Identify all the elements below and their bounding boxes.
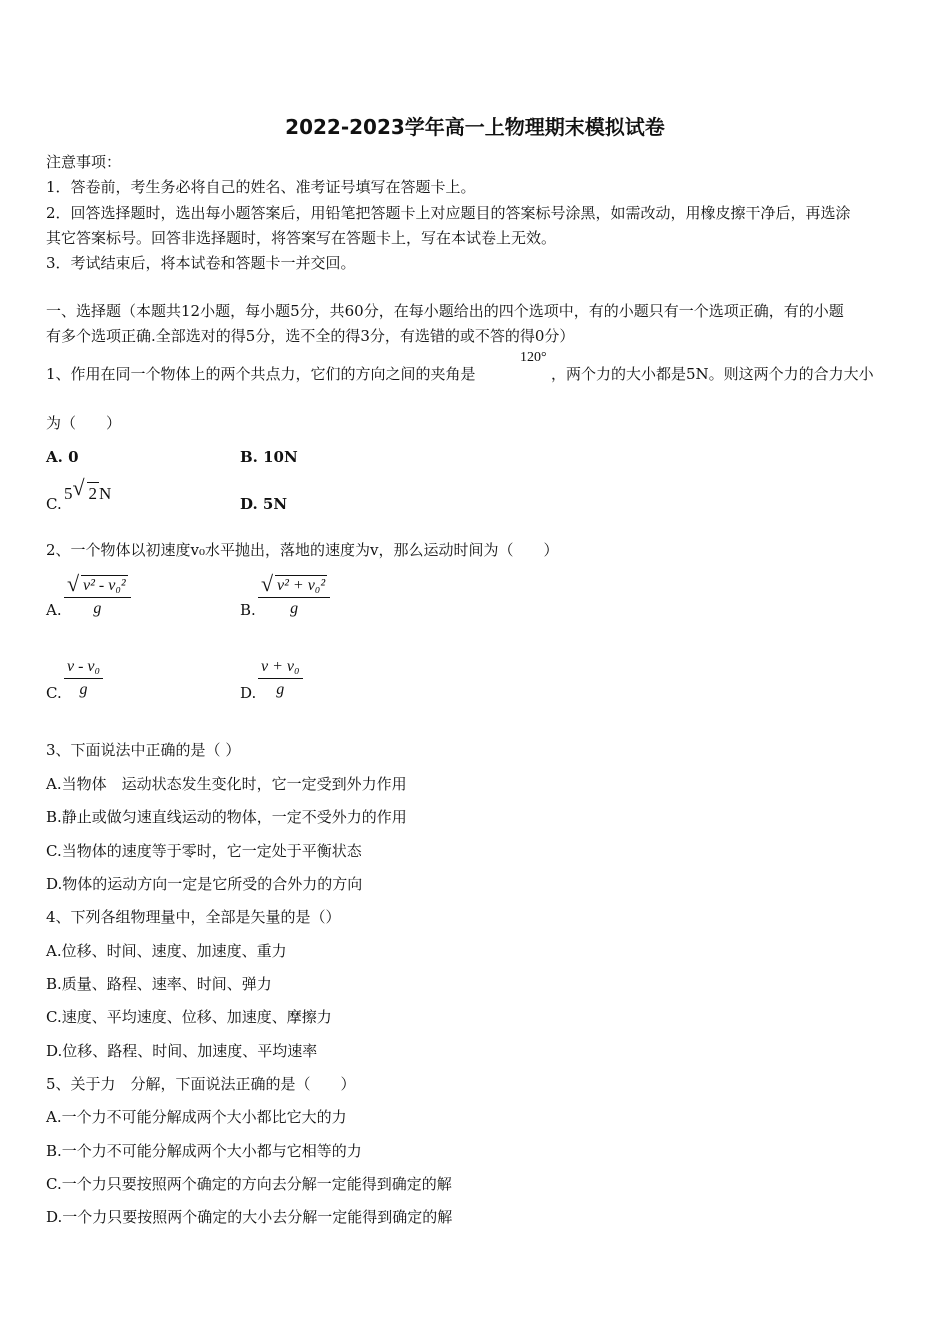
q5-option-a: A.一个力不可能分解成两个大小都比它大的力 (46, 1108, 347, 1126)
q2-option-a-label: A. (46, 601, 62, 619)
section-line-2: 有多个选项正确.全部选对的得5分，选不全的得3分，有选错的或不答的得0分） (46, 327, 575, 345)
q1-option-c-value (64, 475, 112, 504)
sqrt-icon: √ (261, 571, 274, 596)
q2-b-numerator: v² + v₀² (277, 577, 326, 594)
q2-d-numerator: v + v₀ (258, 658, 303, 679)
notes-heading: 注意事项： (46, 153, 122, 171)
q1-stem-c: 为（ ） (46, 414, 122, 432)
q1-c-unit: N (99, 484, 112, 503)
notes-line-2a: 2．回答选择题时，选出每小题答案后，用铅笔把答题卡上对应题目的答案标号涂黑，如需改动，用橡皮擦干净后，再选涂 (46, 204, 851, 222)
q1-angle: 120° (520, 350, 547, 365)
q2-option-b-label: B. (240, 601, 256, 619)
sqrt-icon: √ (67, 571, 80, 596)
q2-option-b-fraction (258, 571, 330, 618)
section-line-1: 一、选择题（本题共12小题，每小题5分，共60分，在每小题给出的四个选项中，有的小题只有一个选项正确，有的小题 (46, 302, 844, 320)
notes-line-1: 1．答卷前，考生务必将自己的姓名、准考证号填写在答题卡上。 (46, 178, 476, 196)
q2-d-denominator: g (276, 681, 285, 698)
q1-c-coef: 5 (64, 484, 73, 503)
q2-option-c-label: C. (46, 684, 62, 702)
q4-option-b: B.质量、路程、速率、时间、弹力 (46, 975, 272, 993)
q1-option-b: B. 10N (240, 448, 298, 466)
q3-option-b: B.静止或做匀速直线运动的物体，一定不受外力的作用 (46, 808, 407, 826)
q4-stem: 4、下列各组物理量中，全部是矢量的是（） (46, 908, 341, 926)
q2-stem: 2、一个物体以初速度v₀水平抛出，落地的速度为v，那么运动时间为（ ） (46, 541, 559, 559)
q2-option-d-fraction (258, 658, 303, 699)
q3-option-c: C.当物体的速度等于零时，它一定处于平衡状态 (46, 842, 362, 860)
q1-stem-a: 1、作用在同一个物体上的两个共点力，它们的方向之间的夹角是 (46, 365, 476, 383)
q1-c-sqrt (72, 475, 100, 504)
q1-option-c-label: C. (46, 495, 62, 513)
q3-option-d: D.物体的运动方向一定是它所受的合外力的方向 (46, 875, 363, 893)
q2-option-d-label: D. (240, 684, 257, 702)
q1-option-d: D. 5N (240, 495, 288, 513)
q2-option-c-fraction (64, 658, 103, 699)
q5-option-d: D.一个力只要按照两个确定的大小去分解一定能得到确定的解 (46, 1208, 453, 1226)
q2-b-denominator: g (290, 600, 299, 617)
q2-a-numerator: v² - v₀² (83, 577, 126, 594)
q5-option-b: B.一个力不可能分解成两个大小都与它相等的力 (46, 1142, 362, 1160)
notes-line-2b: 其它答案标号。回答非选择题时，将答案写在答题卡上，写在本试卷上无效。 (46, 229, 557, 247)
q3-option-a: A.当物体 运动状态发生变化时，它一定受到外力作用 (46, 775, 407, 793)
notes-line-3: 3．考试结束后，将本试卷和答题卡一并交回。 (46, 254, 356, 272)
q4-option-c: C.速度、平均速度、位移、加速度、摩擦力 (46, 1008, 332, 1026)
q4-option-d: D.位移、路程、时间、加速度、平均速率 (46, 1042, 318, 1060)
q4-option-a: A.位移、时间、速度、加速度、重力 (46, 942, 287, 960)
q1-c-radicand: 2 (88, 484, 97, 503)
q1-option-a: A. 0 (46, 448, 79, 466)
q5-option-c: C.一个力只要按照两个确定的方向去分解一定能得到确定的解 (46, 1175, 452, 1193)
q2-c-denominator: g (79, 681, 88, 698)
page-title: 2022-2023学年高一上物理期末模拟试卷 (285, 115, 665, 139)
q1-stem-b: ，两个力的大小都是5N。则这两个力的合力大小 (551, 365, 874, 383)
q2-a-denominator: g (93, 600, 102, 617)
q5-stem: 5、关于力 分解，下面说法正确的是（ ） (46, 1075, 356, 1093)
q2-option-a-fraction (64, 571, 131, 618)
q2-c-numerator: v - v₀ (64, 658, 103, 679)
q3-stem: 3、下面说法中正确的是（ ） (46, 741, 241, 759)
sqrt-icon: √ (72, 475, 85, 500)
